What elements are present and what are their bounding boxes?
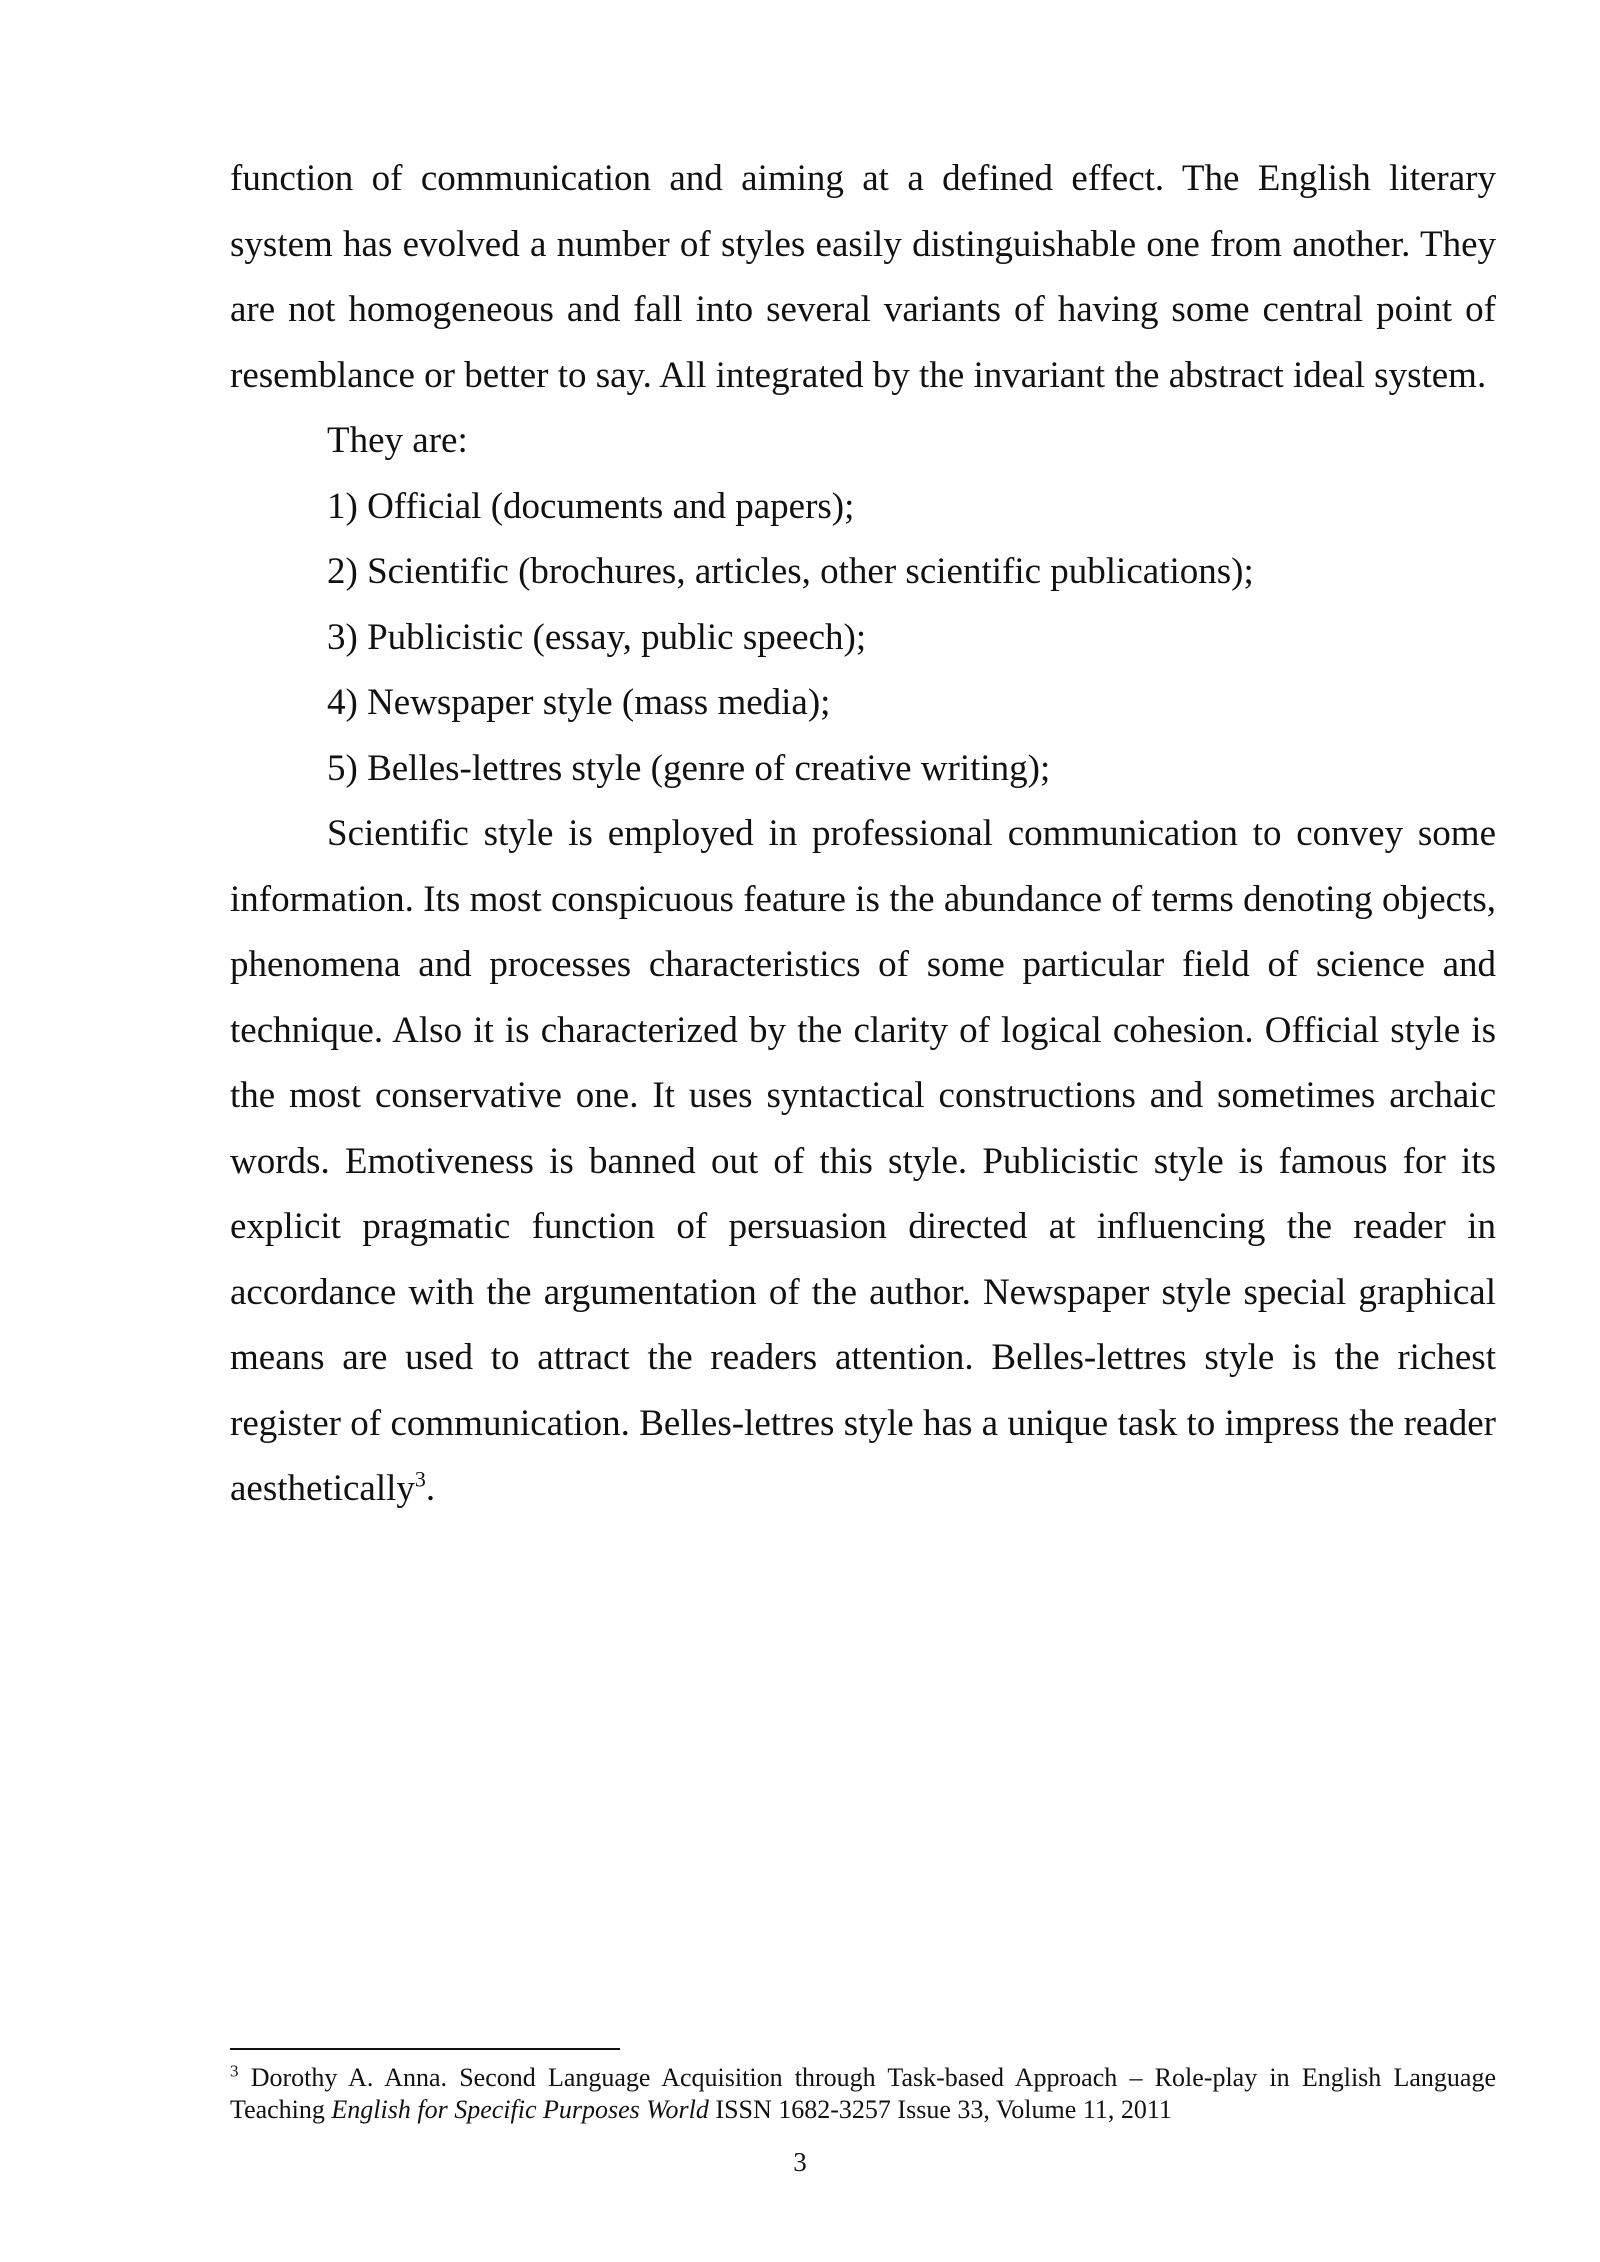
footnote-reference[interactable]: 3: [414, 1466, 426, 1492]
list-item-newspaper: 4) Newspaper style (mass media);: [327, 682, 831, 723]
main-paragraph: [230, 801, 1496, 1522]
footnote-text-after: ISSN 1682-3257 Issue 33, Volume 11, 2011: [708, 2095, 1172, 2124]
list-item-publicistic: 3) Publicistic (essay, public speech);: [327, 616, 867, 658]
footnote-journal-title: English for Specific Purposes World: [331, 2095, 709, 2124]
main-paragraph-end: .: [425, 1468, 436, 1509]
list-intro: They are:: [327, 420, 468, 461]
page-number: 3: [793, 2147, 807, 2177]
list-item-scientific: 2) Scientific (brochures, articles, other scientific publications);: [327, 551, 1254, 592]
footnote-marker: 3: [230, 2061, 239, 2081]
list-item-belles-lettres: 5) Belles-lettres style (genre of creative writing);: [327, 747, 1051, 789]
footnote-text-before: Dorothy A. Anna. Second Language Acquisition through Task-based Approach – Role-play in English Language Teaching: [230, 2063, 1496, 2124]
main-paragraph-text: Scientific style is employed in professional communication to convey some information. Its most conspicuous feature is the abundance of terms denoting objects, phenomena and processes characteristics of some particular field of science and technique. Also it is characterized by the clarity of logical cohesion. Official style is the most conservative one. It uses syntactical constructions and sometimes archaic words. Emotiveness is banned out of this style. Publicistic style is famous for its explicit pragmatic function of persuasion directed at influencing the reader in accordance with the argumentation of the author. Newspaper style special graphical means are used to attract the readers attention. Belles-lettres style is the richest register of communication. Belles-lettres style has a unique task to impress the reader aesthetically: [230, 813, 1496, 1509]
footnote: [230, 2062, 1496, 2126]
body-text: [230, 146, 1496, 1522]
list-item-official: 1) Official (documents and papers);: [327, 485, 855, 527]
footnote-separator: [230, 2048, 620, 2050]
intro-paragraph: function of communication and aiming at a defined effect. The English literary system has evolved a number of styles easily distinguishable one from another. They are not homogeneous and fall into several variants of having some central point of resemblance or better to say. All integrated by the invariant the abstract ideal system.: [230, 158, 1496, 396]
